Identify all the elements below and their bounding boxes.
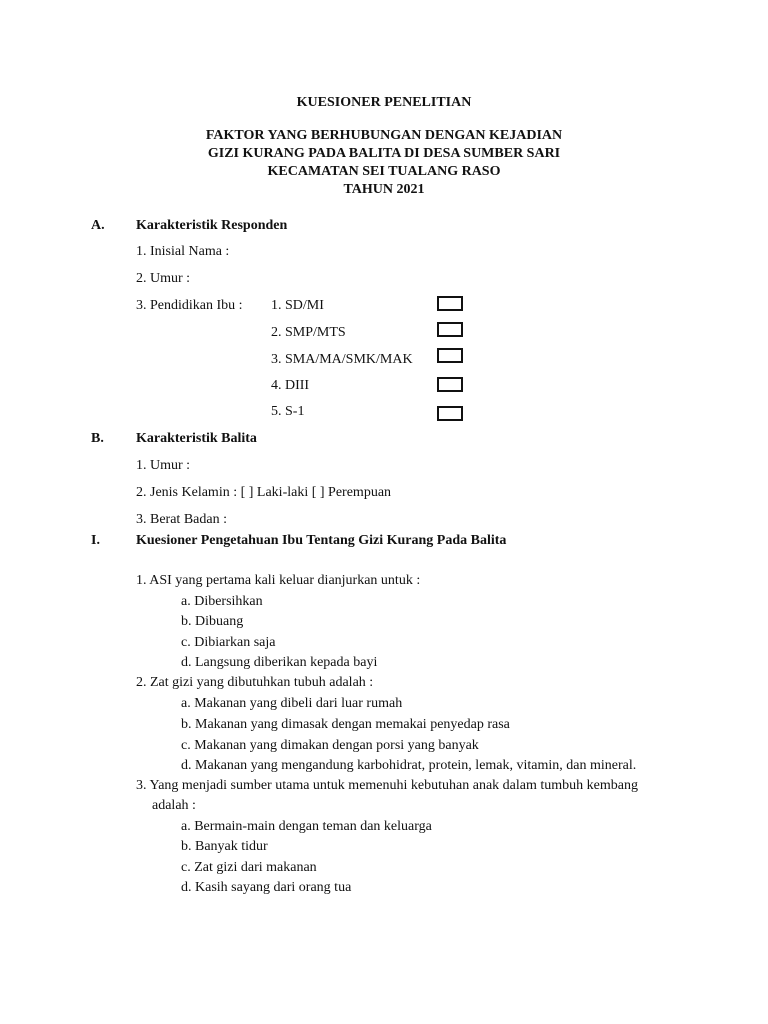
question-1: 1. ASI yang pertama kali keluar dianjurkan untuk : [136,573,421,588]
question-2: 2. Zat gizi yang dibutuhkan tubuh adalah : [136,675,374,690]
education-option-2: 2. SMP/MTS [271,325,346,340]
field-inisial-nama: 1. Inisial Nama : [136,244,230,259]
education-checkbox-1[interactable] [437,296,463,311]
education-checkbox-3[interactable] [437,348,463,363]
field-pendidikan-ibu: 3. Pendidikan Ibu : [136,298,243,313]
subtitle-line-4: TAHUN 2021 [343,182,425,197]
section-i-marker: I. [91,533,100,548]
question-2-option-a: a. Makanan yang dibeli dari luar rumah [181,696,403,711]
education-checkbox-4[interactable] [437,377,463,392]
question-1-option-d: d. Langsung diberikan kepada bayi [181,655,378,670]
education-option-5: 5. S-1 [271,404,305,419]
question-3-option-c: c. Zat gizi dari makanan [181,860,317,875]
field-jenis-kelamin: 2. Jenis Kelamin : [ ] Laki-laki [ ] Perempuan [136,485,392,500]
question-3-line-1: 3. Yang menjadi sumber utama untuk memenuhi kebutuhan anak dalam tumbuh kembang [136,778,638,793]
field-umur-ibu: 2. Umur : [136,271,191,286]
question-3-option-a: a. Bermain-main dengan teman dan keluarga [181,819,432,834]
education-option-3: 3. SMA/MA/SMK/MAK [271,352,413,367]
document-title: KUESIONER PENELITIAN [296,95,472,110]
question-3-option-b: b. Banyak tidur [181,839,268,854]
subtitle-line-3: KECAMATAN SEI TUALANG RASO [267,164,501,179]
field-berat-badan: 3. Berat Badan : [136,512,227,527]
question-2-option-c: c. Makanan yang dimakan dengan porsi yang banyak [181,738,479,753]
section-a-heading: Karakteristik Responden [136,218,288,233]
question-3-line-2: adalah : [152,798,196,813]
question-1-option-a: a. Dibersihkan [181,594,263,609]
subtitle-line-1: FAKTOR YANG BERHUBUNGAN DENGAN KEJADIAN [205,128,563,143]
section-b-heading: Karakteristik Balita [136,431,257,446]
field-umur-balita: 1. Umur : [136,458,191,473]
education-option-4: 4. DIII [271,378,310,393]
question-1-option-b: b. Dibuang [181,614,244,629]
education-checkbox-2[interactable] [437,322,463,337]
section-a-marker: A. [91,218,105,233]
education-option-1: 1. SD/MI [271,298,324,313]
section-b-marker: B. [91,431,104,446]
education-checkbox-5[interactable] [437,406,463,421]
question-1-option-c: c. Dibiarkan saja [181,635,276,650]
question-2-option-b: b. Makanan yang dimasak dengan memakai penyedap rasa [181,717,510,732]
question-2-option-d: d. Makanan yang mengandung karbohidrat, protein, lemak, vitamin, dan mineral. [181,758,637,773]
subtitle-line-2: GIZI KURANG PADA BALITA DI DESA SUMBER SARI [207,146,561,161]
section-i-heading: Kuesioner Pengetahuan Ibu Tentang Gizi Kurang Pada Balita [136,533,507,548]
question-3-option-d: d. Kasih sayang dari orang tua [181,880,352,895]
